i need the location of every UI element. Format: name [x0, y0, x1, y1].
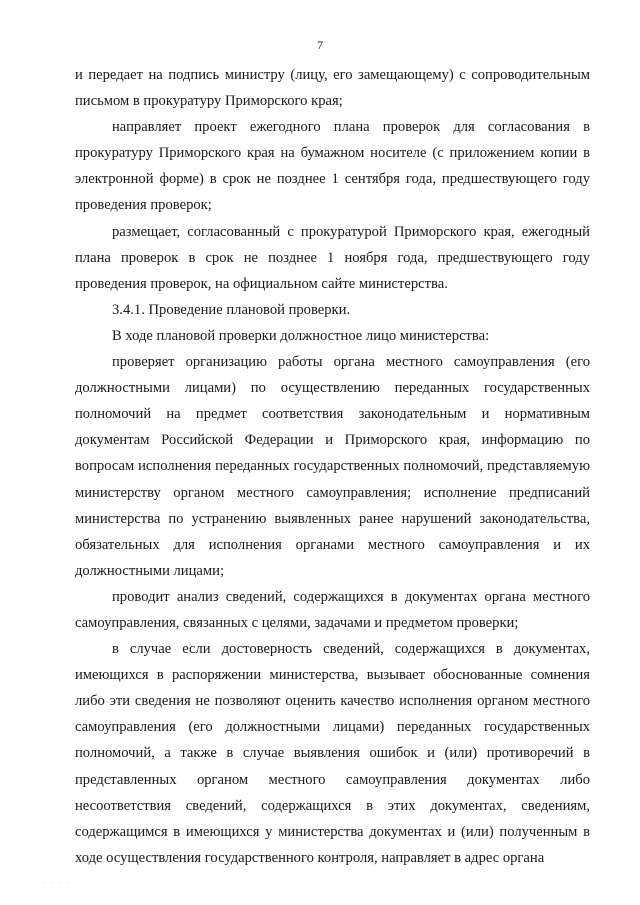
paragraph: проводит анализ сведений, содержащихся в документах органа местного самоуправления, связанных с целями, задачами и предметом проверки;: [75, 588, 590, 631]
paragraph: и передает на подпись министру (лицу, его замещающему) с сопроводительным письмом в прокуратуру Приморского края;: [75, 67, 590, 110]
paragraph: проверяет организацию работы органа местного самоуправления (его должностными лицами) по осуществлению переданных государственных полномочий на предмет соответствия законодательным и нормативным документам Российской Федерации и Приморского края, информацию по вопросам исполнения переданных государственных полномочий, представляемую министерству органом местного самоуправления; исполнение предписаний министерства по устранению выявленных ранее нарушений законодательства, обязательных для исполнения органами местного самоуправления и их должностными лицами;: [75, 354, 590, 579]
scan-artifact-dots: . . . .: [42, 876, 70, 885]
paragraph: 3.4.1. Проведение плановой проверки.: [112, 301, 351, 318]
paragraph: направляет проект ежегодного плана проверок для согласования в прокуратуру Приморского края на бумажном носителе (с приложением копии в электронной форме) в срок не позднее 1 сентября года, предшествующего году проведения проверок;: [75, 119, 590, 214]
paragraph: в случае если достоверность сведений, содержащихся в документах, имеющихся в распоряжении министерства, вызывает обоснованные сомнения либо эти сведения не позволяют оценить качество исполнения органом местного самоуправления (его должностными лицами) переданных государственных полномочий, а также в случае выявления ошибок и (или) противоречий в представленных органом местного самоуправления документах либо несоответствия сведений, содержащихся в этих документах, сведениям, содержащимся в имеющихся у министерства документах и (или) полученным в ходе осуществления государственного контроля, направляет в адрес органа: [75, 641, 590, 866]
paragraph: В ходе плановой проверки должностное лицо министерства:: [112, 327, 490, 344]
paragraph: размещает, согласованный с прокуратурой Приморского края, ежегодный плана проверок в срок не позднее 1 ноября года, предшествующего году проведения проверок, на официальном сайте министерства.: [75, 223, 590, 292]
document-body: [75, 62, 590, 871]
page-number: 7: [317, 38, 323, 52]
